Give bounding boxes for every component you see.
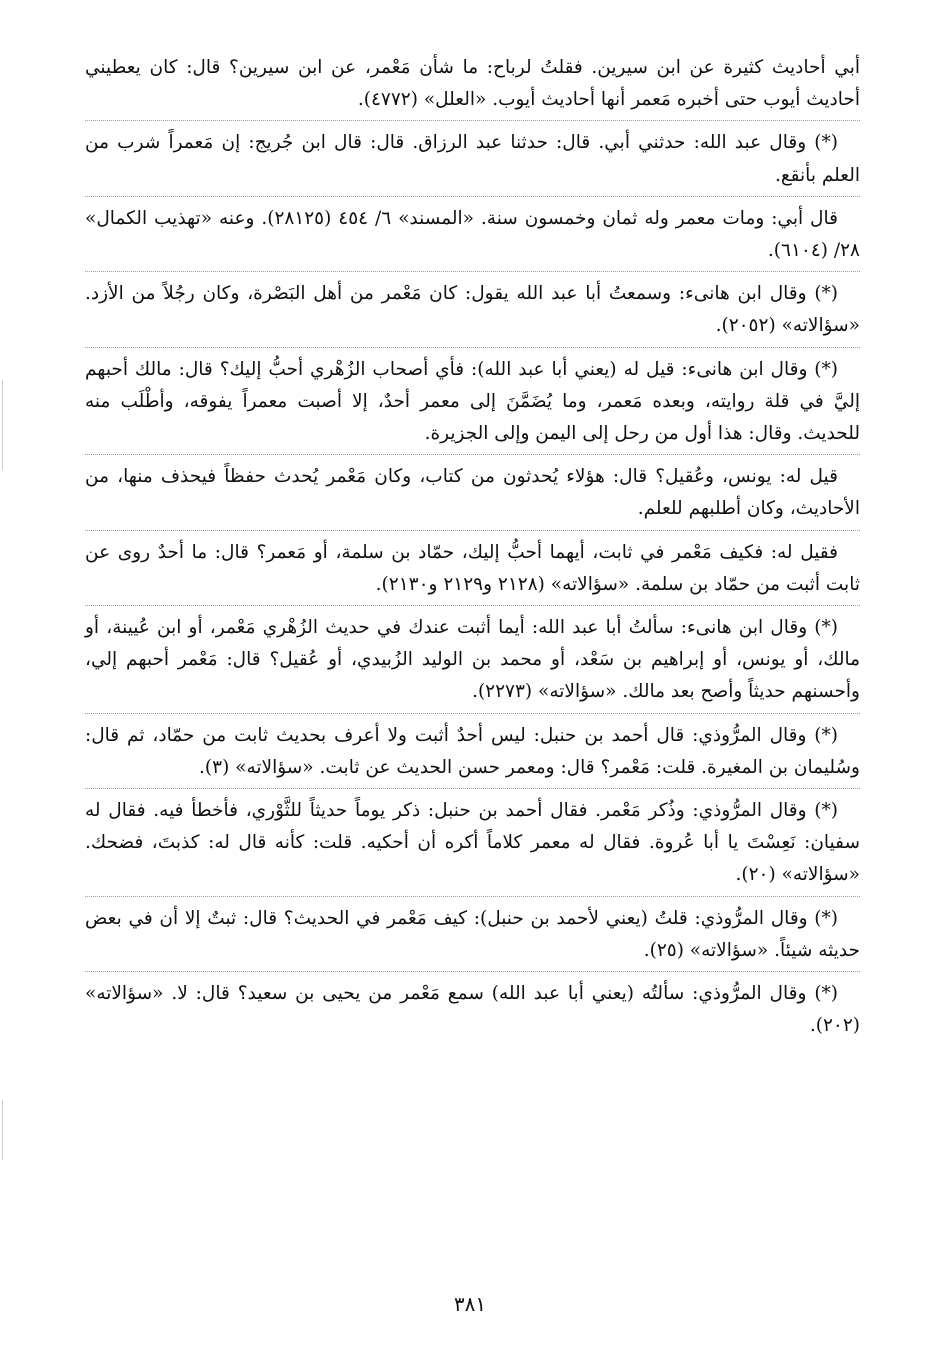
paragraph-4: (*) وقال ابن هانىء: وسمعتُ أبا عبد الله يقول: كان مَعْمر من أهل البَصْرة، وكان رجُلاً من الأزد. «سؤالاته» (٢٠٥٢). [85,283,860,337]
paragraph-2: (*) وقال عبد الله: حدثني أبي. قال: حدثنا عبد الرزاق. قال: قال ابن جُريج: إن مَعمراً شرب من العلم بأنقع. [85,132,860,186]
paragraph-6: قيل له: يونس، وعُقيل؟ قال: هؤلاء يُحدثون من كتاب، وكان مَعْمر يُحدث حفظاً فيحذف منها، من الأحاديث، وكان أطلبهم للعلم. [85,466,860,520]
paragraph-10: (*) وقال المرُّوذي: وذُكر مَعْمر. فقال أحمد بن حنبل: ذكر يوماً حديثاً للثَّوْري، فأخطأ فيه. فقال له سفيان: نَعِسْتَ يا أبا عُروة. فقال له معمر كلاماً أكره أن أحكيه. قلت: كأنه قال له: كذبتَ، فضحك. «سؤالاته» (٢٠). [85,800,860,886]
separator [85,971,860,973]
paragraph-7: فقيل له: فكيف مَعْمر في ثابت، أيهما أحبُّ إليك، حمّاد بن سلمة، أو مَعمر؟ قال: ما أحدٌ روى عن ثابت أثبت من حمّاد بن سلمة. «سؤالاته» (٢١٢٨ و٢١٢٩ و٢١٣٠). [85,541,860,595]
margin-mark-bottom [2,1100,3,1160]
paragraph-1: أبي أحاديث كثيرة عن ابن سيرين. فقلتُ لرباح: ما شأن مَعْمر، عن ابن سيرين؟ قال: كان يعطيني أحاديث أيوب حتى أخبره مَعمر أنها أحاديث أيوب. «العلل» (٤٧٧٢). [85,57,860,111]
separator [85,605,860,607]
separator [85,120,860,122]
separator [85,196,860,198]
paragraph-5: (*) وقال ابن هانىء: قيل له (يعني أبا عبد الله): فأي أصحاب الزُهْري أحبُّ إليك؟ قال: مالك أحبهم إليَّ في قلة روايته، وبعده مَعمر، وما يُضَمَّنَ إلى معمر أحدٌ، إلا أصبت معمراً يفوقه، وأطْلَب منه للحديث. وقال: هذا أول من رحل إلى اليمن وإلى الجزيرة. [85,358,860,445]
separator [85,454,860,456]
page-number: ٣٨١ [453,1292,487,1316]
separator [85,530,860,532]
separator [85,713,860,715]
paragraph-12: (*) وقال المرُّوذي: سألتُه (يعني أبا عبد الله) سمع مَعْمر من يحيى بن سعيد؟ قال: لا. «سؤالاته» (٢٠٢). [85,983,860,1037]
document-body [85,52,860,1042]
separator [85,271,860,273]
margin-mark-top [2,380,3,470]
paragraph-3: قال أبي: ومات معمر وله ثمان وخمسون سنة. «المسند» ٦/ ٤٥٤ (٢٨١٢٥). وعنه «تهذيب الكمال» ٢٨/ (٦١٠٤). [85,207,860,262]
paragraph-8: (*) وقال ابن هانىء: سألتُ أبا عبد الله: أيما أثبت عندك في حديث الزُهْري مَعْمر، أو ابن عُيينة، أو مالك، أو يونس، أو إبراهيم بن سَعْد، أو محمد بن الوليد الزُبيدي، أو عُقيل؟ قال: مَعْمر أحبهم إلي، وأحسنهم حديثاً وأصح بعد مالك. «سؤالاته» (٢٢٧٣). [85,617,860,703]
paragraph-9: (*) وقال المرُّوذي: قال أحمد بن حنبل: ليس أحدٌ أثبت ولا أعرف بحديث ثابت من حمّاد، ثم قال: وسُليمان بن المغيرة. قلت: مَعْمر؟ قال: ومعمر حسن الحديث عن ثابت. «سؤالاته» (٣). [85,724,860,778]
separator [85,347,860,349]
separator [85,896,860,898]
separator [85,788,860,790]
paragraph-11: (*) وقال المرُّوذي: قلتُ (يعني لأحمد بن حنبل): كيف مَعْمر في الحديث؟ قال: ثبتٌ إلا أن في بعض حديثه شيئاً. «سؤالاته» (٢٥). [85,907,860,961]
